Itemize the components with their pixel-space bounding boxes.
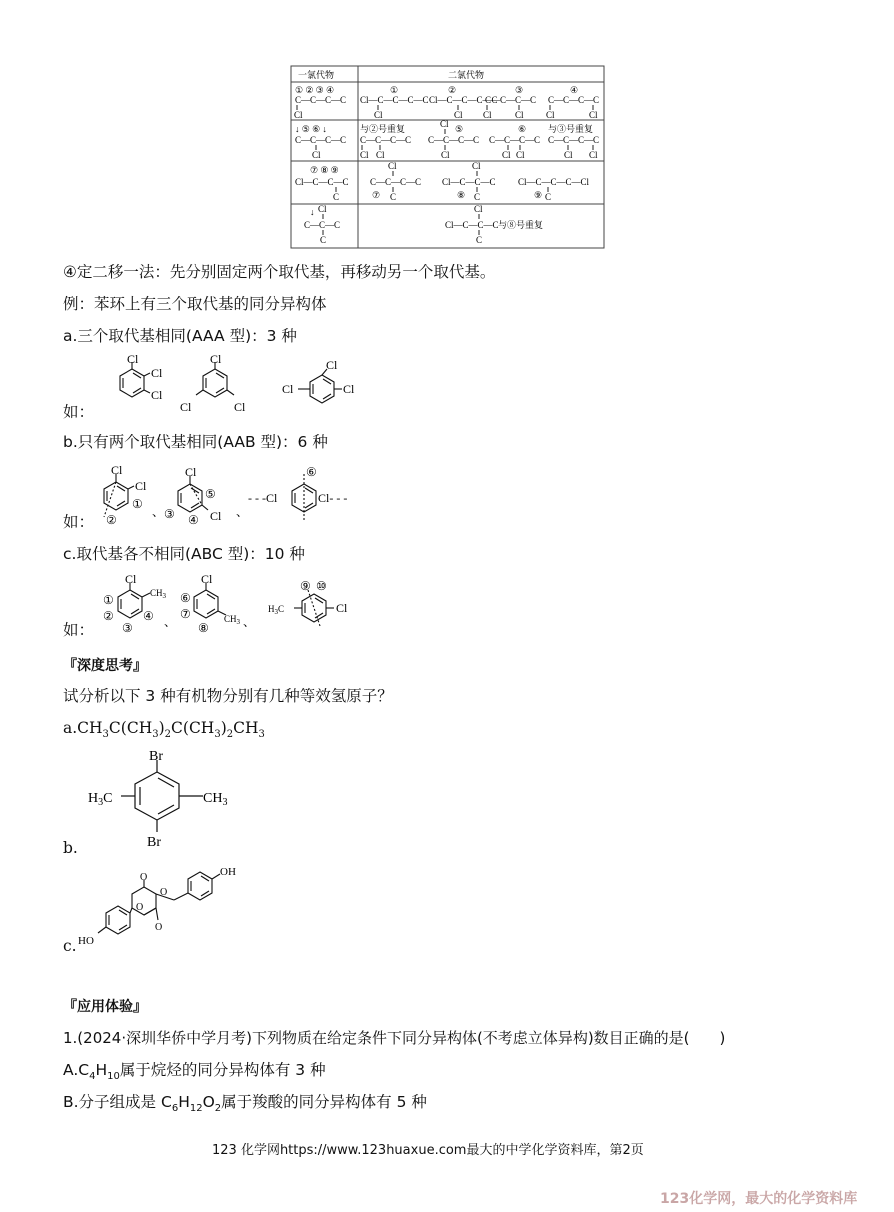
option-b: B.分子组成是 $C_6H_{12}O_2$属于羧酸的同分异构体有 5 种 bbox=[63, 1093, 427, 1115]
abc-structures bbox=[100, 572, 370, 638]
c-ho: HO bbox=[78, 935, 94, 947]
r3-d2-chain: Cl—C—C—C bbox=[442, 177, 496, 187]
d2-chain: Cl—C—C—C—C bbox=[429, 95, 498, 105]
table-header-mono: 一氯代物 bbox=[298, 70, 335, 80]
abc1-n4: ④ bbox=[143, 609, 154, 623]
c-o-ring2: O bbox=[136, 902, 144, 913]
aaa1-cl2: Cl bbox=[151, 366, 163, 380]
abc2-cl: Cl bbox=[201, 572, 213, 586]
r3-d1-c: C bbox=[390, 192, 397, 202]
d3-chain: C—C—C—C bbox=[485, 95, 537, 105]
abc2-n8: ⑧ bbox=[198, 621, 209, 635]
r2-d1-cl1: Cl bbox=[360, 150, 369, 160]
aab-sep1: 、 bbox=[152, 505, 165, 519]
abc2-ch3: $CH_3$ bbox=[224, 614, 241, 626]
r2-d3-num: ⑥ bbox=[518, 124, 527, 134]
abc1-cl: Cl bbox=[125, 572, 137, 586]
r2-d4-cl1: Cl bbox=[564, 150, 573, 160]
r2-d3-cl2: Cl bbox=[516, 150, 525, 160]
d1-cl: Cl bbox=[374, 110, 383, 120]
example-line: 例：苯环上有三个取代基的同分异构体 bbox=[63, 295, 327, 313]
r1-chain: C—C—C—C bbox=[295, 95, 347, 105]
d1-num: ① bbox=[390, 85, 399, 95]
r2-d3-cl1: Cl bbox=[502, 150, 511, 160]
r4-c: C bbox=[320, 235, 327, 245]
r3-chain: Cl—C—C—C bbox=[295, 177, 349, 187]
aab-structures bbox=[98, 462, 368, 530]
aaa3-cl2: Cl bbox=[343, 382, 355, 396]
r2-d1-cl2: Cl bbox=[376, 150, 385, 160]
aab3-n6: ⑥ bbox=[306, 465, 317, 479]
label-ru-c: 如： bbox=[63, 621, 95, 639]
aab2-n5: ⑤ bbox=[205, 487, 216, 501]
r2-dup2: 与②号重复 bbox=[360, 124, 406, 134]
aab2-cl2: Cl bbox=[210, 509, 222, 523]
r3-d1-cltop: Cl bbox=[388, 161, 397, 171]
aab3-left: - - -Cl bbox=[248, 491, 278, 505]
question-b: b. bbox=[63, 839, 78, 857]
abc3-h3c: $H_3C$ bbox=[268, 604, 285, 616]
abc1-ch3: $CH_3$ bbox=[150, 588, 167, 600]
line-a: a.三个取代基相同(AAA 型)：3 种 bbox=[63, 327, 297, 345]
r3-c: C bbox=[333, 192, 340, 202]
aaa3-cl1: Cl bbox=[326, 358, 338, 372]
molecule-b bbox=[85, 742, 245, 850]
aab2-cl1: Cl bbox=[185, 465, 197, 479]
r2-chain: C—C—C—C bbox=[295, 135, 347, 145]
abc1-n3: ③ bbox=[122, 621, 133, 635]
label-ru-a: 如： bbox=[63, 403, 95, 421]
aab1-cl2: Cl bbox=[135, 479, 147, 493]
aab3-right: Cl- - - bbox=[318, 491, 348, 505]
aab2-n3: ③ bbox=[164, 507, 175, 521]
table-header-di: 二氯代物 bbox=[448, 70, 485, 80]
d3-cl2: Cl bbox=[515, 110, 524, 120]
r3-d3-chain: Cl—C—C—C—Cl bbox=[518, 177, 590, 187]
r4-d-chain: Cl—C—C—C bbox=[445, 220, 499, 230]
b-ch3: $CH_3$ bbox=[203, 791, 228, 808]
aab-sep2: 、 bbox=[236, 505, 249, 519]
d2-num: ② bbox=[448, 85, 457, 95]
r3-d1-num: ⑦ bbox=[372, 190, 381, 200]
r4-dup8: 与⑧号重复 bbox=[498, 220, 544, 230]
r4-d-c: C bbox=[476, 235, 483, 245]
d4-num: ④ bbox=[570, 85, 579, 95]
r3-d2-c: C bbox=[474, 192, 481, 202]
r4-chain: C—C—C bbox=[304, 220, 341, 230]
abc2-n7: ⑦ bbox=[180, 607, 191, 621]
b-br-bottom: Br bbox=[147, 835, 161, 850]
aaa2-cl2: Cl bbox=[180, 400, 192, 414]
abc-sep1: 、 bbox=[164, 615, 177, 629]
r3-d1-chain: C—C—C—C bbox=[370, 177, 422, 187]
aaa3-cl3: Cl bbox=[282, 382, 294, 396]
aaa1-cl3: Cl bbox=[151, 388, 163, 402]
aaa2-cl3: Cl bbox=[234, 400, 246, 414]
r2-nums: ↓ ⑤ ⑥ ↓ bbox=[295, 124, 327, 134]
molecule-c bbox=[78, 862, 248, 948]
aab2-n4: ④ bbox=[188, 513, 199, 527]
page-footer: 123 化学网https://www.123huaxue.com最大的中学化学资料库，第2页 bbox=[212, 1143, 644, 1158]
aaa-structures bbox=[110, 355, 370, 417]
c-o-bottom: O bbox=[155, 922, 163, 933]
d4-cl1: Cl bbox=[546, 110, 555, 120]
r4-arrow: ↓ bbox=[310, 207, 315, 217]
b-br-top: Br bbox=[149, 749, 163, 764]
abc1-n1: ① bbox=[103, 593, 114, 607]
c-o-top: O bbox=[140, 872, 148, 883]
abc3-cl: Cl bbox=[336, 601, 348, 615]
r3-d2-num: ⑧ bbox=[457, 190, 466, 200]
c-oh: OH bbox=[220, 866, 236, 878]
r3-d2-cltop: Cl bbox=[472, 161, 481, 171]
question-1: 1.(2024·深圳华侨中学月考)下列物质在给定条件下同分异构体(不考虑立体异构)数目正确的是( ) bbox=[63, 1029, 726, 1047]
d1-chain: Cl—C—C—C—C bbox=[360, 95, 429, 105]
r4-cltop: Cl bbox=[318, 204, 327, 214]
r4-d-cltop: Cl bbox=[474, 204, 483, 214]
line-c: c.取代基各不相同(ABC 型)：10 种 bbox=[63, 545, 305, 563]
aab1-n1: ① bbox=[132, 497, 143, 511]
watermark: 123化学网，最大的化学资料库 bbox=[660, 1191, 858, 1207]
r1-nums: ① ② ③ ④ bbox=[295, 85, 335, 95]
label-ru-b: 如： bbox=[63, 513, 95, 531]
abc-sep2: 、 bbox=[243, 615, 256, 629]
aaa1-cl1: Cl bbox=[127, 355, 139, 366]
r2-dup3: 与③号重复 bbox=[548, 124, 594, 134]
aab1-n2: ② bbox=[106, 513, 117, 527]
question-a: $a.CH_3C(CH_3)_2C(CH_3)_2CH_3$ bbox=[63, 719, 265, 741]
d3-num: ③ bbox=[515, 85, 524, 95]
r2-d2-chain: C—C—C—C bbox=[428, 135, 480, 145]
abc1-n2: ② bbox=[103, 609, 114, 623]
r2-d2-num: ⑤ bbox=[455, 124, 464, 134]
section-apply: 『应用体验』 bbox=[63, 999, 147, 1015]
r2-d1-chain: C—C—C—C bbox=[360, 135, 412, 145]
aaa2-cl1: Cl bbox=[210, 355, 222, 366]
aab1-cl1: Cl bbox=[111, 463, 123, 477]
d3-cl1: Cl bbox=[483, 110, 492, 120]
r3-d3-num: ⑨ bbox=[534, 190, 543, 200]
r2-d3-chain: C—C—C—C bbox=[489, 135, 541, 145]
isomer-table bbox=[290, 65, 606, 250]
option-a: $A.C_4H_{10}$属于烷烃的同分异构体有 3 种 bbox=[63, 1061, 326, 1083]
line-b: b.只有两个取代基相同(AAB 型)：6 种 bbox=[63, 433, 328, 451]
question-c: c. bbox=[63, 937, 77, 955]
d4-cl2: Cl bbox=[589, 110, 598, 120]
abc3-n10: ⑩ bbox=[316, 579, 327, 593]
r2-d4-cl2: Cl bbox=[589, 150, 598, 160]
r3-nums: ⑦ ⑧ ⑨ bbox=[310, 165, 339, 175]
abc2-n6: ⑥ bbox=[180, 591, 191, 605]
r3-d3-c: C bbox=[545, 192, 552, 202]
abc3-n9: ⑨ bbox=[300, 579, 311, 593]
b-h3c: $H_3C$ bbox=[88, 791, 113, 808]
d4-chain: C—C—C—C bbox=[548, 95, 600, 105]
d2-cl: Cl bbox=[454, 110, 463, 120]
c-o-ring1: O bbox=[160, 887, 168, 898]
r1-cl: Cl bbox=[294, 110, 303, 120]
r2-d4-chain: C—C—C—C bbox=[548, 135, 600, 145]
r2-d2-cl: Cl bbox=[441, 150, 450, 160]
section-think: 『深度思考』 bbox=[63, 658, 147, 674]
question: 试分析以下 3 种有机物分别有几种等效氢原子？ bbox=[63, 687, 393, 705]
r2-cl: Cl bbox=[312, 150, 321, 160]
r2-d2-cltop: Cl bbox=[440, 119, 449, 129]
method-line: ④定二移一法：先分别固定两个取代基，再移动另一个取代基。 bbox=[63, 263, 496, 281]
